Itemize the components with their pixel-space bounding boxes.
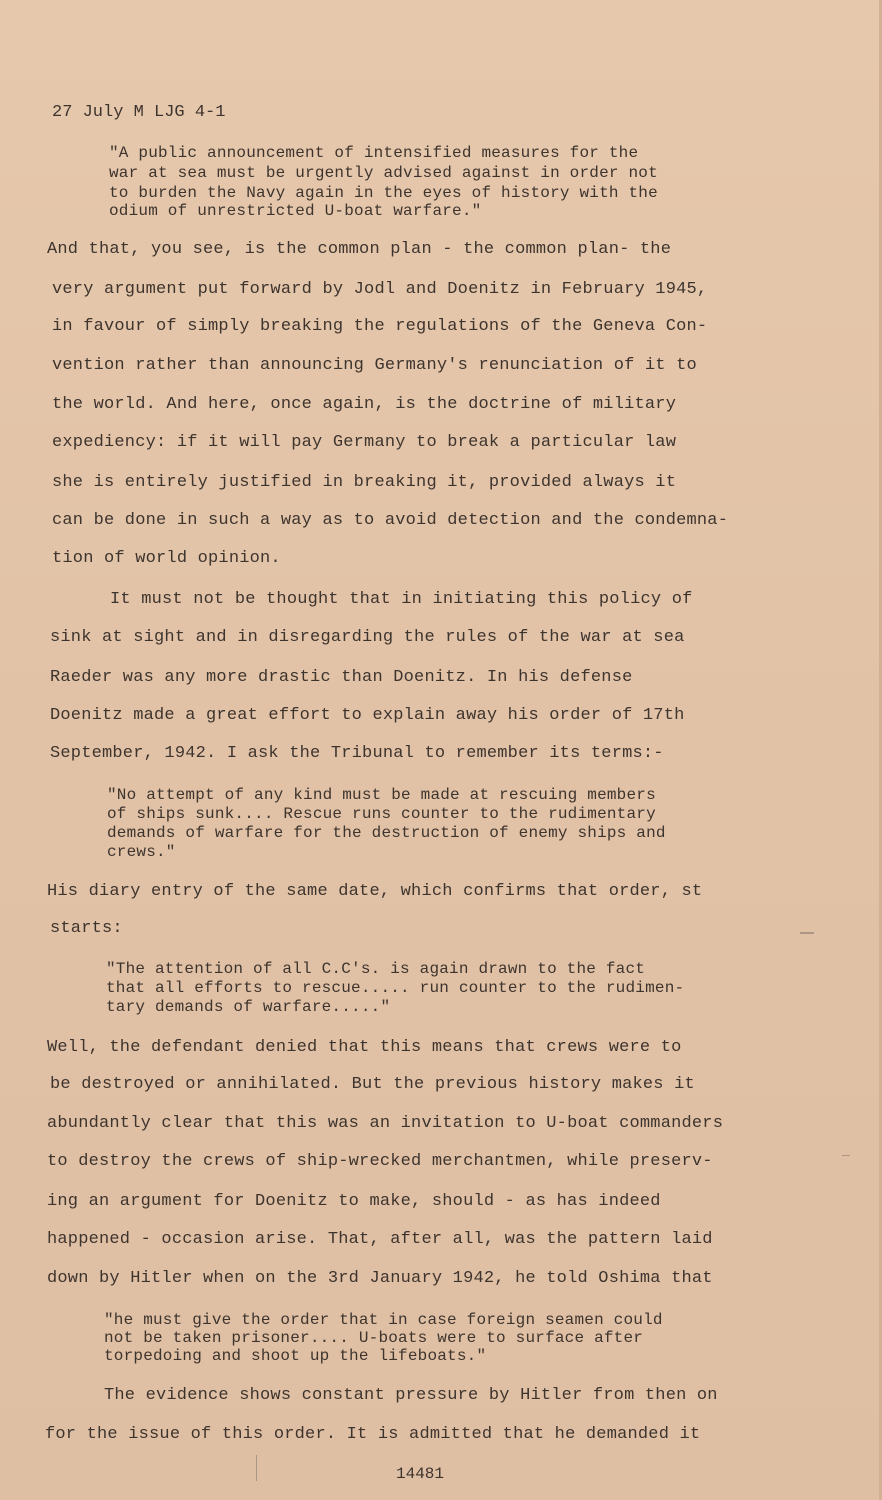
quote-line: that all efforts to rescue..... run counter to the rudimen- [106,979,685,997]
paragraph-line: Raeder was any more drastic than Doenitz. In his defense [50,668,633,687]
quote-line: odium of unrestricted U-boat warfare." [109,202,482,220]
quote-line: to burden the Navy again in the eyes of history with the [109,184,658,202]
quote-line: of ships sunk.... Rescue runs counter to the rudimentary [107,805,656,823]
paragraph-line: Doenitz made a great effort to explain away his order of 17th [50,706,685,725]
quote-line: tary demands of warfare....." [106,998,391,1016]
quote-line: "The attention of all C.C's. is again drawn to the fact [106,960,646,978]
quote-line: not be taken prisoner.... U-boats were to surface after [104,1329,644,1347]
paragraph-line: The evidence shows constant pressure by Hitler from then on [104,1386,718,1405]
paragraph-line: be destroyed or annihilated. But the previous history makes it [50,1075,695,1094]
page-header: 27 July M LJG 4-1 [52,103,226,122]
paragraph-line: sink at sight and in disregarding the rules of the war at sea [50,628,685,647]
paragraph-line: the world. And here, once again, is the doctrine of military [52,395,677,414]
page-number: 14481 [396,1465,445,1483]
quote-line: torpedoing and shoot up the lifeboats." [104,1347,487,1365]
quote-line: "A public announcement of intensified measures for the [109,144,639,162]
quote-line: demands of warfare for the destruction of enemy ships and [107,824,666,842]
quote-line: "No attempt of any kind must be made at rescuing members [107,786,656,804]
paragraph-line: abundantly clear that this was an invitation to U-boat commanders [47,1114,724,1133]
paragraph-line: expediency: if it will pay Germany to break a particular law [52,433,677,452]
paragraph-line: His diary entry of the same date, which confirms that order, st [47,882,703,901]
paragraph-line: down by Hitler when on the 3rd January 1942, he told Oshima that [47,1269,713,1288]
paragraph-line: tion of world opinion. [52,549,281,568]
paragraph-line: September, 1942. I ask the Tribunal to remember its terms:- [50,744,664,763]
paragraph-line: vention rather than announcing Germany's renunciation of it to [52,356,697,375]
paragraph-line: Well, the defendant denied that this means that crews were to [47,1038,682,1057]
paragraph-line: It must not be thought that in initiating this policy of [110,590,693,609]
quote-line: crews." [107,843,176,861]
quote-line: "he must give the order that in case foreign seamen could [104,1311,663,1329]
paper-mark [256,1455,257,1481]
paper-mark [842,1155,850,1156]
paragraph-line: can be done in such a way as to avoid detection and the condemna- [52,511,729,530]
paragraph-line: starts: [50,919,123,938]
paragraph-line: for the issue of this order. It is admitted that he demanded it [45,1425,701,1444]
paragraph-line: in favour of simply breaking the regulations of the Geneva Con- [52,317,708,336]
paragraph-line: And that, you see, is the common plan - the common plan- the [47,240,672,259]
paragraph-line: happened - occasion arise. That, after all, was the pattern laid [47,1230,713,1249]
paragraph-line: ing an argument for Doenitz to make, should - as has indeed [47,1192,661,1211]
paragraph-line: to destroy the crews of ship-wrecked merchantmen, while preserv- [47,1152,713,1171]
paragraph-line: she is entirely justified in breaking it, provided always it [52,473,677,492]
paper-mark [800,932,814,934]
paragraph-line: very argument put forward by Jodl and Doenitz in February 1945, [52,280,708,299]
quote-line: war at sea must be urgently advised against in order not [109,164,658,182]
